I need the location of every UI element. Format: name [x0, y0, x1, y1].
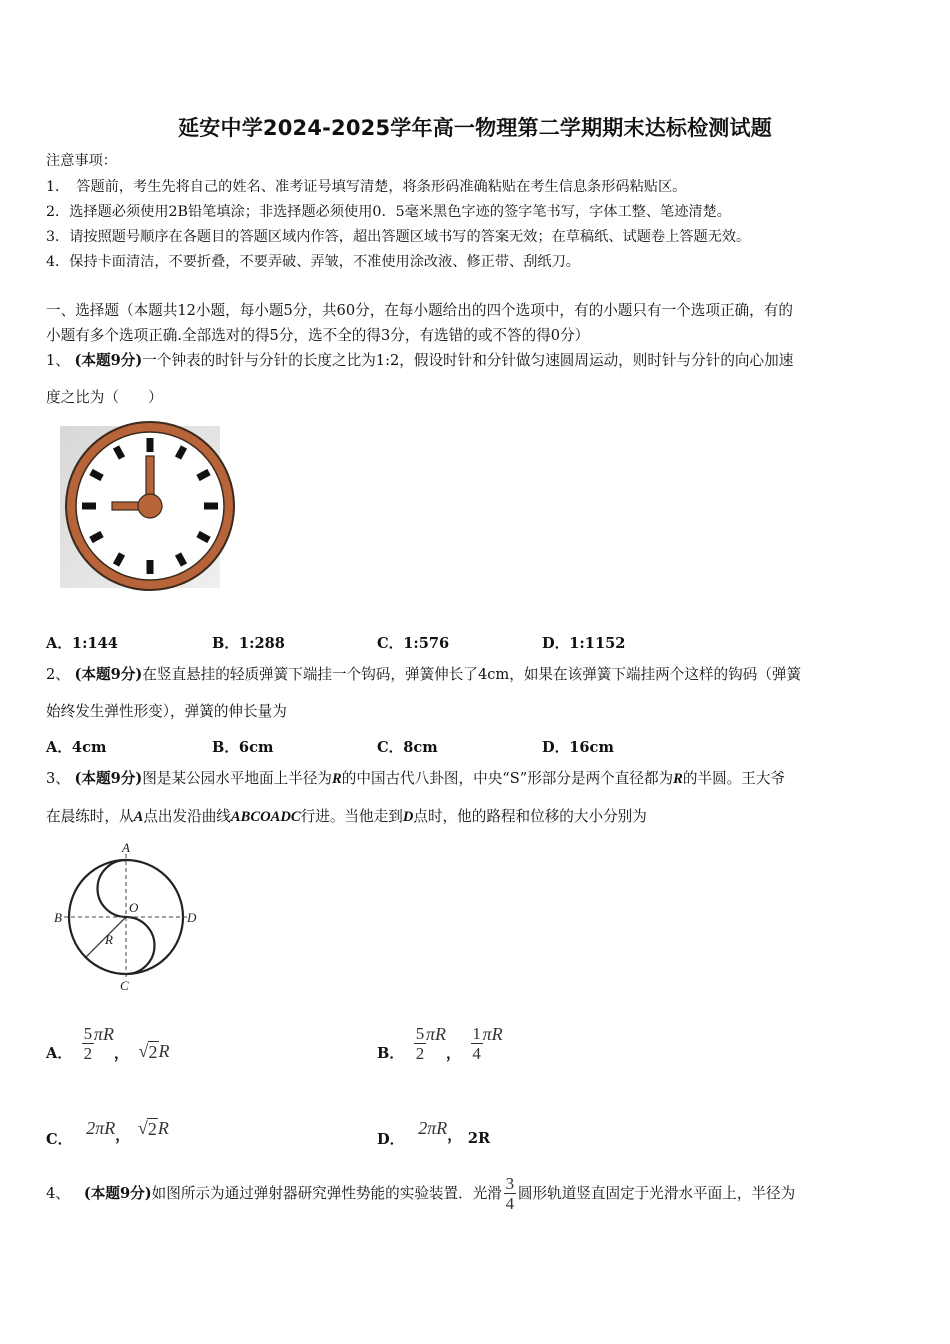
- section-header-line1: 一、选择题（本题共12小题，每小题5分，共60分，在每小题给出的四个选项中，有的小题只有一个选项正确，有的: [46, 302, 793, 319]
- question-score: (本题9分): [83, 1185, 152, 1202]
- fraction: $\frac{5}{2}$: [83, 1024, 93, 1063]
- pi-r: πR: [425, 1024, 446, 1044]
- question-1-line2: 度之比为（ ）: [46, 389, 163, 406]
- label-d: D: [187, 910, 197, 925]
- pi-r: πR: [482, 1024, 503, 1044]
- fraction: $\frac{1}{4}$: [472, 1024, 481, 1063]
- question-3-line2: [46, 806, 647, 828]
- var-d: D: [402, 809, 414, 825]
- fraction-three-quarters: $\frac{3}{4}$: [505, 1174, 515, 1213]
- var-a: A: [133, 809, 144, 825]
- q2-option-b[interactable]: B．6cm: [212, 739, 274, 756]
- fraction: $\frac{5}{2}$: [415, 1024, 425, 1063]
- question-2-line1: [46, 664, 801, 686]
- question-number: 2、: [46, 666, 70, 683]
- sqrt-two: √ 2: [138, 1040, 158, 1062]
- question-score: (本题9分): [74, 666, 143, 683]
- question-score: (本题9分): [74, 352, 143, 369]
- q2-option-a[interactable]: A．4cm: [46, 739, 107, 756]
- question-score: (本题9分): [74, 770, 143, 787]
- option-label: D．: [377, 1131, 405, 1148]
- question-3-line1: [46, 768, 785, 790]
- label-c: C: [120, 978, 129, 993]
- question-4-line1: [46, 1166, 796, 1213]
- two-pi-r: 2πR: [418, 1118, 448, 1138]
- page-title: 延安中学2024-2025学年高一物理第二学期期末达标检测试题: [178, 116, 772, 140]
- question-number: 1、: [46, 352, 70, 369]
- label-a: A: [122, 840, 130, 855]
- question-text: 点时，他的路程和位移的大小分别为: [413, 808, 647, 825]
- q3-option-c[interactable]: C． 2πR ， √ 2 R: [46, 1117, 169, 1148]
- q3-option-d[interactable]: D． 2πR ， 2R: [377, 1118, 491, 1148]
- q1-option-b[interactable]: B．1:288: [212, 635, 285, 652]
- var-r: R: [673, 771, 683, 787]
- q1-option-c[interactable]: C．1:576: [377, 635, 450, 652]
- question-text: 行进。当他走到: [300, 808, 403, 825]
- q3-option-a[interactable]: A． $\frac{5}{2}$ πR ， √ 2 R: [46, 1024, 170, 1063]
- bagua-figure: [52, 838, 202, 996]
- clock-center: [138, 494, 162, 518]
- two-r: 2R: [467, 1130, 491, 1147]
- question-text: 在晨练时，从: [46, 808, 134, 825]
- question-1-line1: [46, 350, 793, 372]
- q1-option-a[interactable]: A．1:144: [46, 635, 118, 652]
- two-pi-r: 2πR: [86, 1118, 116, 1138]
- question-text: 的半圆。王大爷: [682, 770, 786, 787]
- var-r: R: [332, 771, 342, 787]
- question-text: 如图所示为通过弹射器研究弹性势能的实验装置．光滑: [151, 1185, 502, 1202]
- q1-option-d[interactable]: D．1:1152: [542, 635, 626, 652]
- section-header-line2: 小题有多个选项正确.全部选对的得5分，选不全的得3分，有选错的或不答的得0分）: [46, 327, 590, 344]
- notice-item-2: 2．选择题必须使用2B铅笔填涂；非选择题必须使用0．5毫米黑色字迹的签字笔书写，字体工整、笔迹清楚。: [46, 204, 731, 220]
- path-name: ABCOADC: [230, 809, 301, 825]
- question-text: 点出发沿曲线: [143, 808, 231, 825]
- label-b: B: [54, 910, 62, 925]
- option-label: B．: [377, 1045, 404, 1062]
- question-text: 图是某公园水平地面上半径为: [142, 770, 333, 787]
- q2-option-c[interactable]: C．8cm: [377, 739, 438, 756]
- question-2-line2: 始终发生弹性形变），弹簧的伸长量为: [46, 703, 287, 720]
- q3-option-b[interactable]: B． $\frac{5}{2}$ πR ， $\frac{1}{4}$ πR: [377, 1024, 503, 1063]
- question-text: 圆形轨道竖直固定于光滑水平面上，半径为: [517, 1185, 796, 1202]
- question-number: 4、: [46, 1185, 70, 1202]
- notice-heading: 注意事项：: [46, 153, 117, 169]
- option-label: A．: [46, 1045, 72, 1062]
- notice-item-4: 4．保持卡面清洁，不要折叠，不要弄破、弄皱，不准使用涂改液、修正带、刮纸刀。: [46, 254, 580, 270]
- question-number: 3、: [46, 770, 70, 787]
- notice-item-1: 1． 答题前，考生先将自己的姓名、准考证号填写清楚，将条形码准确粘贴在考生信息条形码粘贴区。: [46, 179, 687, 195]
- option-label: C．: [46, 1131, 73, 1148]
- label-o: O: [129, 900, 139, 915]
- notice-item-3: 3．请按照题号顺序在各题目的答题区域内作答，超出答题区域书写的答案无效；在草稿纸、试题卷上答题无效。: [46, 229, 751, 245]
- q2-option-d[interactable]: D．16cm: [542, 739, 614, 756]
- question-text: 一个钟表的时针与分针的长度之比为1:2，假设时针和分针做匀速圆周运动，则时针与分针的向心加速: [142, 352, 794, 369]
- question-text: 的中国古代八卦图，中央“S”形部分是两个直径都为: [341, 770, 674, 787]
- question-text: 在竖直悬挂的轻质弹簧下端挂一个钩码，弹簧伸长了4cm，如果在该弹簧下端挂两个这样的钩码（弹簧: [142, 666, 802, 683]
- sqrt-two: √ 2: [137, 1117, 157, 1139]
- clock-figure: [60, 418, 242, 594]
- label-r: R: [105, 932, 113, 947]
- pi-r: πR: [93, 1024, 114, 1044]
